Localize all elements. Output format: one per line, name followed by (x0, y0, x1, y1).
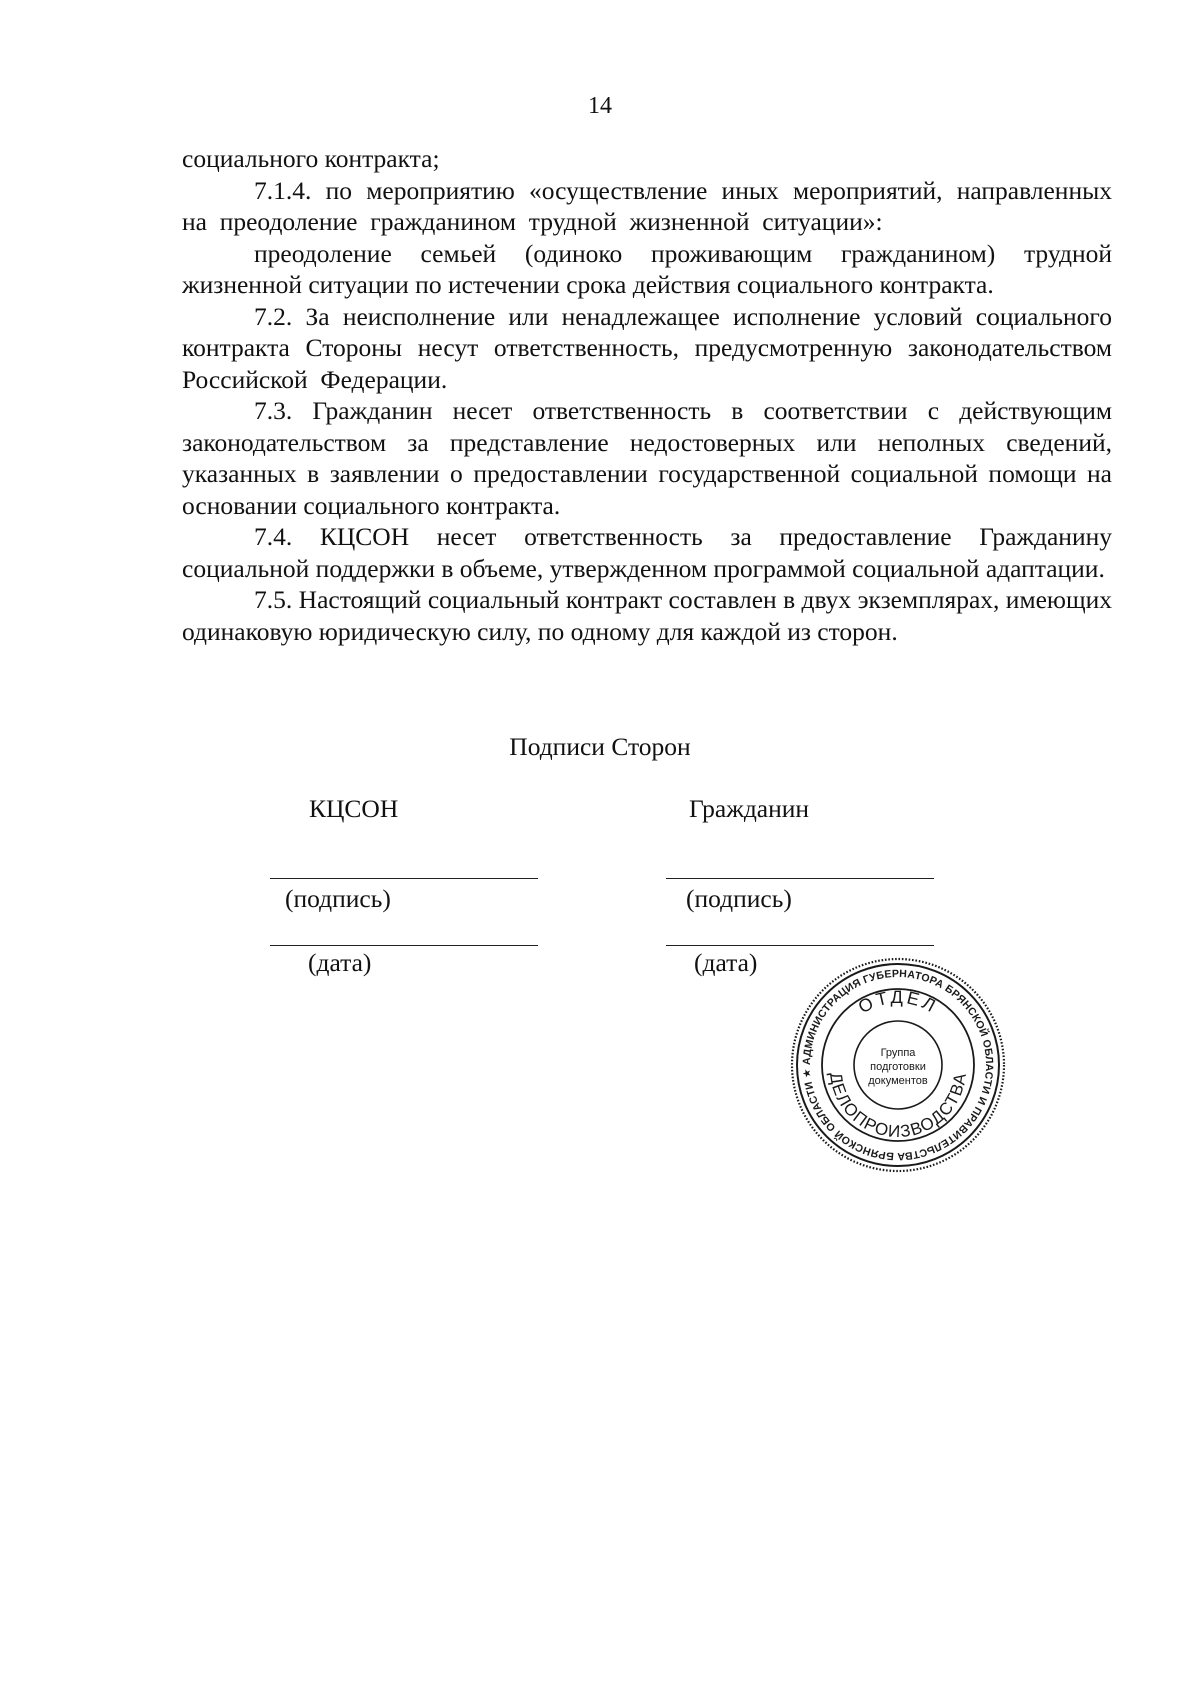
official-stamp (790, 957, 1006, 1173)
paragraph-continuation: социального контракта; (182, 144, 440, 173)
stamp-center-line-2: подготовки (870, 1061, 926, 1073)
paragraph-7-4: 7.4. КЦСОН несет ответственность за предоставление Гражданину социальной поддержки в объеме, утвержденном программой социальной адаптации. (182, 522, 1112, 583)
contract-body (182, 143, 1112, 647)
party-kcson-label: КЦСОН (309, 794, 399, 823)
kcson-signature-caption: (подпись) (285, 884, 391, 913)
kcson-date-caption: (дата) (308, 948, 372, 977)
citizen-date-caption: (дата) (694, 948, 758, 977)
paragraph-7-5: 7.5. Настоящий социальный контракт составлен в двух экземплярах, имеющих одинаковую юридическую силу, по одному для каждой из сторон. (182, 585, 1112, 646)
signatures-heading: Подписи Сторон (509, 732, 691, 761)
citizen-signature-line (666, 878, 934, 879)
paragraph-7-2: 7.2. За неисполнение или ненадлежащее исполнение условий социального контракта Стороны несут ответственность, предусмотренную законодательством Российской Федерации. (182, 301, 1112, 394)
kcson-date-line (270, 945, 538, 946)
stamp-center-line-3: документов (868, 1075, 928, 1087)
paragraph-7-1-4: 7.1.4. по мероприятию «осуществление иных мероприятий, направленных на преодоление гражданином трудной жизненной ситуации»: (182, 175, 1112, 236)
citizen-date-line (666, 945, 934, 946)
stamp-bottom-word: ДЕЛОПРОИЗВОДСТВА (825, 1070, 971, 1142)
stamp-outer-text: АДМИНИСТРАЦИЯ ГУБЕРНАТОРА БРЯНСКОЙ ОБЛАСТИ И ПРАВИТЕЛЬСТВА БРЯНСКОЙ ОБЛАСТИ ★ (800, 967, 996, 1163)
stamp-center-line-1: Группа (880, 1047, 916, 1059)
paragraph-7-1-4-result: преодоление семьей (одиноко проживающим гражданином) трудной жизненной ситуации по истечении срока действия социального контракта. (182, 238, 1112, 299)
citizen-signature-caption: (подпись) (686, 884, 792, 913)
paragraph-7-3: 7.3. Гражданин несет ответственность в соответствии с действующим законодательством за представление недостоверных или неполных сведений, указанных в заявлении о предоставлении государственной социальной помощи на основании социального контракта. (182, 396, 1112, 520)
page-number: 14 (588, 93, 612, 119)
kcson-signature-line (270, 878, 538, 879)
party-citizen-label: Гражданин (689, 794, 810, 823)
stamp-top-word: ОТДЕЛ (855, 986, 942, 1018)
